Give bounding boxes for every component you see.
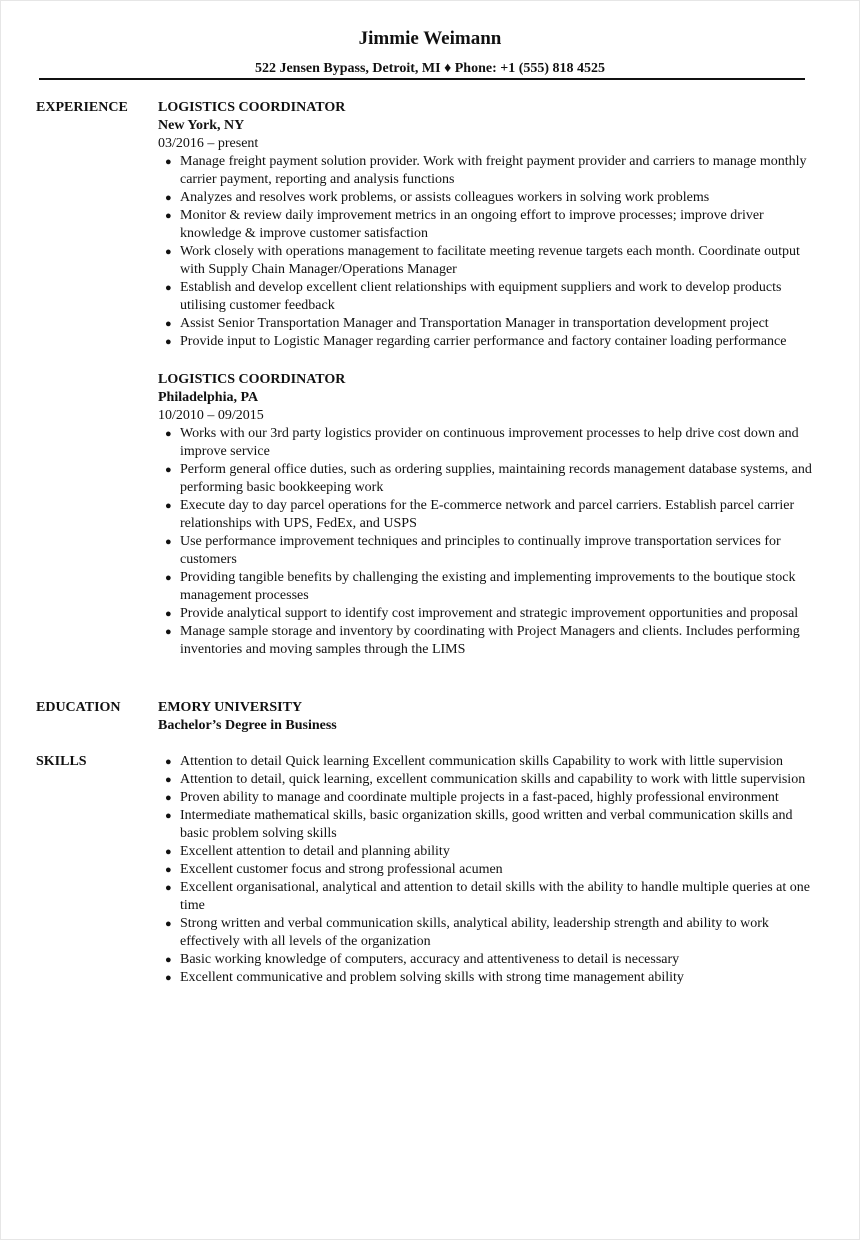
bullet-icon: ● <box>165 428 172 440</box>
resume-content <box>1 99 860 987</box>
bullet-icon: ● <box>165 318 172 330</box>
bullet-icon: ● <box>165 864 172 876</box>
list-item: ● Manage sample storage and inventory by coordinating with Project Managers and clients. Includes performing inventories and moving samples through the LIMS <box>165 624 800 657</box>
list-item: ● Works with our 3rd party logistics provider on continuous improvement processes to help drive cost down and improve service <box>165 426 799 459</box>
experience-section <box>1 99 860 679</box>
list-item: ● Establish and develop excellent client relationships with equipment suppliers and work to develop products utilising customer feedback <box>165 280 782 313</box>
list-item: ● Excellent attention to detail and planning ability <box>165 844 450 859</box>
list-item: ● Provide analytical support to identify cost improvement and strategic improvement opportunities and proposal <box>165 606 799 621</box>
job-location: Philadelphia, PA <box>158 390 259 405</box>
list-item: ● Excellent communicative and problem solving skills with strong time management ability <box>165 970 684 985</box>
list-item: ● Proven ability to manage and coordinate multiple projects in a fast-paced, highly professional environment <box>165 790 779 805</box>
bullet-icon: ● <box>165 210 172 222</box>
job-entry-2 <box>158 371 818 659</box>
bullet-icon: ● <box>165 336 172 348</box>
bullet-icon: ● <box>165 846 172 858</box>
bullet-icon: ● <box>165 626 172 638</box>
job-dates: 10/2010 – 09/2015 <box>158 408 264 423</box>
list-item: ● Perform general office duties, such as ordering supplies, maintaining records management database systems, and performing basic bookkeeping work <box>165 462 812 495</box>
list-item: ● Assist Senior Transportation Manager and Transportation Manager in transportation development project <box>165 316 769 331</box>
bullet-icon: ● <box>165 882 172 894</box>
job-duties-list <box>158 425 818 659</box>
bullet-icon: ● <box>165 246 172 258</box>
bullet-icon: ● <box>165 192 172 204</box>
candidate-name: Jimmie Weimann <box>358 28 502 49</box>
list-item: ● Use performance improvement techniques and principles to continually improve transportation services for customers <box>165 534 781 567</box>
list-item: ● Excellent organisational, analytical and attention to detail skills with the ability to handle multiple queries at one time <box>165 880 810 913</box>
job-dates: 03/2016 – present <box>158 136 259 151</box>
contact-line: 522 Jensen Bypass, Detroit, MI ♦ Phone: +1 (555) 818 4525 <box>254 61 606 76</box>
list-item: ● Attention to detail Quick learning Excellent communication skills Capability to work with little supervision <box>165 754 784 769</box>
bullet-icon: ● <box>165 536 172 548</box>
bullet-icon: ● <box>165 792 172 804</box>
bullet-icon: ● <box>165 464 172 476</box>
skills-list <box>158 753 818 987</box>
experience-heading: EXPERIENCE <box>36 100 128 115</box>
bullet-icon: ● <box>165 500 172 512</box>
bullet-icon: ● <box>165 282 172 294</box>
job-title: LOGISTICS COORDINATOR <box>158 100 346 115</box>
education-heading: EDUCATION <box>36 700 121 715</box>
bullet-icon: ● <box>165 954 172 966</box>
skills-heading: SKILLS <box>36 754 87 769</box>
list-item: ● Providing tangible benefits by challenging the existing and implementing improvements to the boutique stock management processes <box>165 570 796 603</box>
bullet-icon: ● <box>165 572 172 584</box>
list-item: ● Work closely with operations management to facilitate meeting revenue targets each month. Coordinate output with Supply Chain Manager/Operations Manager <box>165 244 800 277</box>
job-title: LOGISTICS COORDINATOR <box>158 372 346 387</box>
header-divider <box>39 78 805 80</box>
list-item: ● Provide input to Logistic Manager regarding carrier performance and factory container loading performance <box>165 334 787 349</box>
bullet-icon: ● <box>165 918 172 930</box>
list-item: ● Intermediate mathematical skills, basic organization skills, good written and verbal communication skills and basic problem solving skills <box>165 808 793 841</box>
job-duties-list <box>158 153 818 351</box>
list-item: ● Manage freight payment solution provider. Work with freight payment provider and carriers to manage monthly carrier payment, reporting and analysis functions <box>165 154 807 187</box>
education-section <box>1 699 860 735</box>
school-name: EMORY UNIVERSITY <box>158 700 303 715</box>
list-item: ● Attention to detail, quick learning, excellent communication skills and capability to work with little supervision <box>165 772 806 787</box>
list-item: ● Execute day to day parcel operations for the E-commerce network and parcel carriers. Establish parcel carrier relationships with UPS, FedEx, and USPS <box>165 498 795 531</box>
degree: Bachelor’s Degree in Business <box>158 718 337 733</box>
list-item: ● Basic working knowledge of computers, accuracy and attentiveness to detail is necessary <box>165 952 680 967</box>
bullet-icon: ● <box>165 810 172 822</box>
bullet-icon: ● <box>165 756 172 768</box>
bullet-icon: ● <box>165 608 172 620</box>
list-item: ● Strong written and verbal communication skills, analytical ability, leadership strength and ability to work effectively with all levels of the organization <box>165 916 769 949</box>
job-entry-1 <box>158 99 818 351</box>
list-item: ● Monitor & review daily improvement metrics in an ongoing effort to improve processes; improve driver knowledge & improve customer satisfaction <box>165 208 764 241</box>
list-item: ● Analyzes and resolves work problems, or assists colleagues workers in solving work problems <box>165 190 710 205</box>
job-location: New York, NY <box>158 118 245 133</box>
bullet-icon: ● <box>165 156 172 168</box>
list-item: ● Excellent customer focus and strong professional acumen <box>165 862 503 877</box>
skills-section <box>1 753 860 987</box>
bullet-icon: ● <box>165 972 172 984</box>
bullet-icon: ● <box>165 774 172 786</box>
